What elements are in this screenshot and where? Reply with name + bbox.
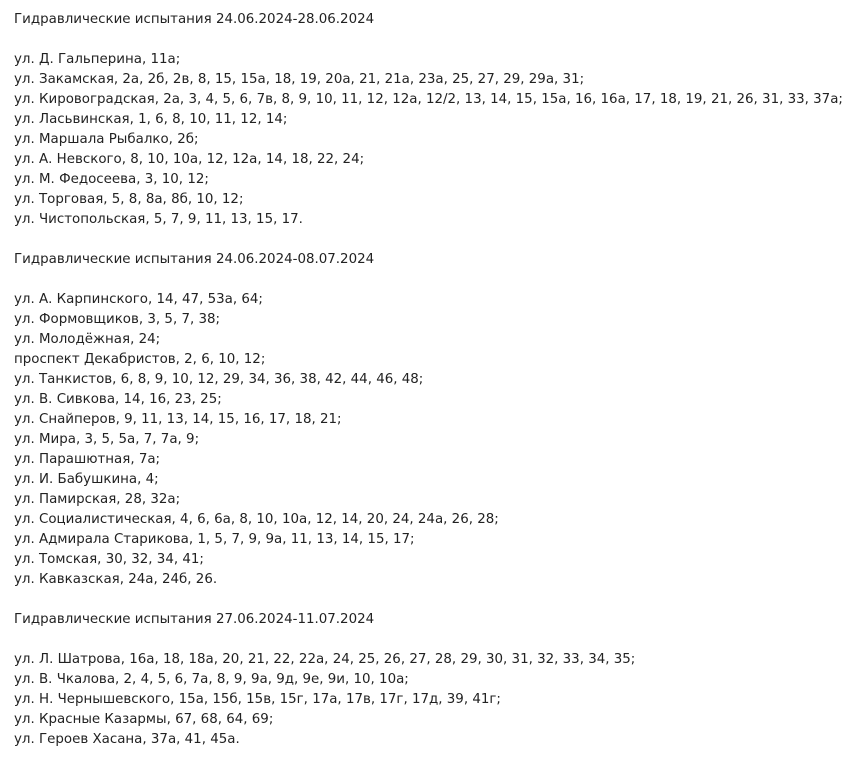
- section-3: [14, 610, 852, 750]
- address-line: ул. Парашютная, 7а;: [14, 452, 161, 467]
- address-line: ул. Д. Гальперина, 11а;: [14, 52, 181, 67]
- address-line: ул. Молодёжная, 24;: [14, 332, 161, 347]
- address-line: ул. Снайперов, 9, 11, 13, 14, 15, 16, 17, 18, 21;: [14, 412, 342, 427]
- address-line: ул. Кавказская, 24а, 24б, 26.: [14, 572, 218, 587]
- section-heading: Гидравлические испытания 24.06.2024-28.06.2024: [14, 12, 375, 27]
- address-line: ул. Л. Шатрова, 16а, 18, 18а, 20, 21, 22, 22а, 24, 25, 26, 27, 28, 29, 30, 31, 32, 33, 34, 35;: [14, 652, 636, 667]
- address-line: ул. Социалистическая, 4, 6, 6а, 8, 10, 10а, 12, 14, 20, 24, 24а, 26, 28;: [14, 512, 499, 527]
- address-line: ул. В. Сивкова, 14, 16, 23, 25;: [14, 392, 222, 407]
- address-line: ул. М. Федосеева, 3, 10, 12;: [14, 172, 209, 187]
- address-line: ул. Чистопольская, 5, 7, 9, 11, 13, 15, 17.: [14, 212, 303, 227]
- address-line: ул. А. Невского, 8, 10, 10а, 12, 12а, 14, 18, 22, 24;: [14, 152, 365, 167]
- address-line: ул. Адмирала Старикова, 1, 5, 7, 9, 9а, 11, 13, 14, 15, 17;: [14, 532, 415, 547]
- address-line: ул. Памирская, 28, 32а;: [14, 492, 181, 507]
- address-list: [14, 50, 852, 230]
- address-line: ул. Героев Хасана, 37а, 41, 45а.: [14, 732, 240, 747]
- address-line: ул. Н. Чернышевского, 15а, 15б, 15в, 15г, 17а, 17в, 17г, 17д, 39, 41г;: [14, 692, 501, 707]
- address-list: [14, 290, 852, 590]
- address-list: [14, 650, 852, 750]
- address-line: ул. И. Бабушкина, 4;: [14, 472, 159, 487]
- address-line: ул. Ласьвинская, 1, 6, 8, 10, 11, 12, 14;: [14, 112, 288, 127]
- address-line: ул. Томская, 30, 32, 34, 41;: [14, 552, 204, 567]
- address-line: ул. Закамская, 2а, 2б, 2в, 8, 15, 15а, 18, 19, 20а, 21, 21а, 23а, 25, 27, 29, 29а, 31;: [14, 72, 585, 87]
- section-2: [14, 250, 852, 590]
- address-line: ул. Красные Казармы, 67, 68, 64, 69;: [14, 712, 274, 727]
- section-heading: Гидравлические испытания 27.06.2024-11.07.2024: [14, 612, 375, 627]
- address-line: ул. Формовщиков, 3, 5, 7, 38;: [14, 312, 221, 327]
- address-line: ул. В. Чкалова, 2, 4, 5, 6, 7а, 8, 9, 9а, 9д, 9е, 9и, 10, 10а;: [14, 672, 409, 687]
- address-line: ул. Танкистов, 6, 8, 9, 10, 12, 29, 34, 36, 38, 42, 44, 46, 48;: [14, 372, 424, 387]
- section-heading: Гидравлические испытания 24.06.2024-08.07.2024: [14, 252, 375, 267]
- section-1: [14, 10, 852, 230]
- address-line: ул. Торговая, 5, 8, 8а, 8б, 10, 12;: [14, 192, 244, 207]
- address-line: ул. А. Карпинского, 14, 47, 53а, 64;: [14, 292, 263, 307]
- address-line: ул. Мира, 3, 5, 5а, 7, 7а, 9;: [14, 432, 200, 447]
- address-line: ул. Кировоградская, 2а, 3, 4, 5, 6, 7в, 8, 9, 10, 11, 12, 12а, 12/2, 13, 14, 15, 15а, 16, 16а, 17, 18, 19, 21, 26, 31, 33, 37а;: [14, 92, 843, 107]
- address-line: проспект Декабристов, 2, 6, 10, 12;: [14, 352, 266, 367]
- address-line: ул. Маршала Рыбалко, 2б;: [14, 132, 199, 147]
